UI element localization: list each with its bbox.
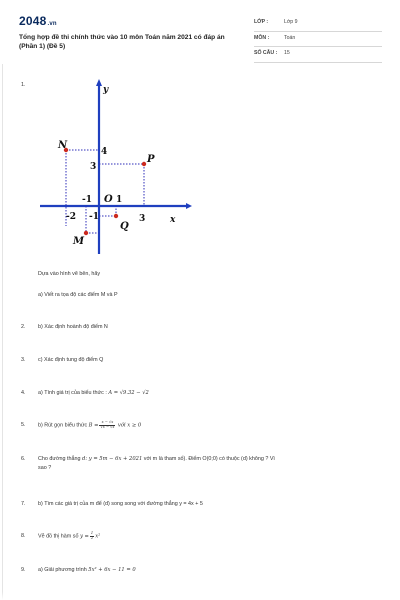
question-5-formula-lhs: B = [88,422,99,429]
tick-y-4: 4 [101,147,108,157]
tick-y-3: 3 [90,162,97,172]
tick-x-3: 3 [139,214,146,224]
meta-key: MÔN : [254,34,270,41]
question-6-prompt: Cho đường thẳng [38,456,81,462]
question-3-text: c) Xác định tung độ điểm Q [38,357,104,363]
label-m: M [73,236,85,247]
meta-grade [254,16,382,32]
label-origin: O [104,194,113,205]
question-number: 1. [21,82,26,88]
page-header [0,0,400,62]
question-8-formula-rhs: x² [95,533,101,540]
x-axis-arrow [186,203,192,209]
fraction-numerator: 1 [90,531,94,535]
meta-subject [254,32,382,48]
question-2-text: b) Xác định hoành độ điểm N [38,324,108,330]
question-4-text [38,389,149,397]
y-axis-arrow [96,79,102,86]
question-8-prompt: Vẽ đồ thị hàm số [38,533,79,540]
question-number: 2. [21,324,26,330]
question-6-prompt-cont: với m là tham số). Điểm O(0;0) có thuộc (d) không ? Vì [143,456,275,462]
label-x: x [170,215,176,225]
label-y: y [103,85,109,95]
question-number: 7. [21,501,26,507]
question-8-fraction [90,532,94,540]
question-number: 8. [21,533,26,539]
question-6-text-end: sao ? [38,465,52,471]
coordinate-figure [36,76,196,256]
fraction-denominator: √x − √x [100,424,115,429]
brand-text: 2048 [19,14,47,28]
question-number: 3. [21,357,26,363]
guide-lines [66,150,144,233]
tick-x-1: 1 [116,195,123,205]
label-n: N [58,140,68,151]
tick-x-minus-2: -2 [66,212,76,222]
point-p [142,162,146,166]
question-number: 4. [21,390,26,396]
question-4-prompt: a) Tính giá trị của biểu thức : [38,390,107,396]
question-4-formula: A = √9.32 − √2 [108,390,149,396]
point-m [84,231,88,235]
question-6-text [38,455,378,463]
meta-question-count [254,47,382,63]
document-meta [254,16,382,63]
question-8-formula-lhs: y = [79,533,89,540]
question-9-prompt: a) Giải phương trình [38,567,87,573]
fraction-denominator: 2 [90,535,94,540]
question-1-intro: Dựa vào hình vẽ bên, hãy [38,271,101,277]
tick-y-minus-1: -1 [89,212,99,222]
point-q [114,214,118,218]
question-number: 9. [21,567,26,573]
question-9-text [38,566,136,574]
question-1-part-a: a) Viết ra tọa độ các điểm M và P [38,292,118,298]
question-5-text [38,421,141,430]
meta-value: Toán [284,34,296,41]
question-7-text: b) Tìm các giá trị của m để (d) song song với đường thẳng y = 4x + 5 [38,501,203,507]
tick-x-minus-1: -1 [82,195,92,205]
question-5-prompt: b) Rút gọn biểu thức [38,422,88,429]
meta-value: 15 [284,50,290,56]
meta-key: LỚP : [254,19,269,25]
brand-logo[interactable] [19,14,57,28]
question-5-condition: với x ≥ 0 [117,422,142,429]
page-fade [0,592,400,600]
question-5-fraction [99,421,115,429]
fraction-numerator: x − √x [99,421,115,426]
document-title: Tổng hợp đề thi chính thức vào 10 môn Toán năm 2021 có đáp án (Phần 1) (Đề 5) [19,34,225,51]
question-9-formula: 5x² + 6x − 11 = 0 [88,567,136,573]
page-border [2,64,3,600]
question-6-formula: d: y = 5m − 6x + 2021 [82,456,143,462]
label-p: P [147,154,155,165]
label-q: Q [120,221,129,232]
meta-key: SỐ CÂU : [254,50,278,56]
brand-suffix: .vn [47,21,57,27]
meta-value: Lớp 9 [284,19,298,25]
question-number: 5. [21,422,26,428]
question-8-text [38,532,100,541]
question-number: 6. [21,456,26,462]
